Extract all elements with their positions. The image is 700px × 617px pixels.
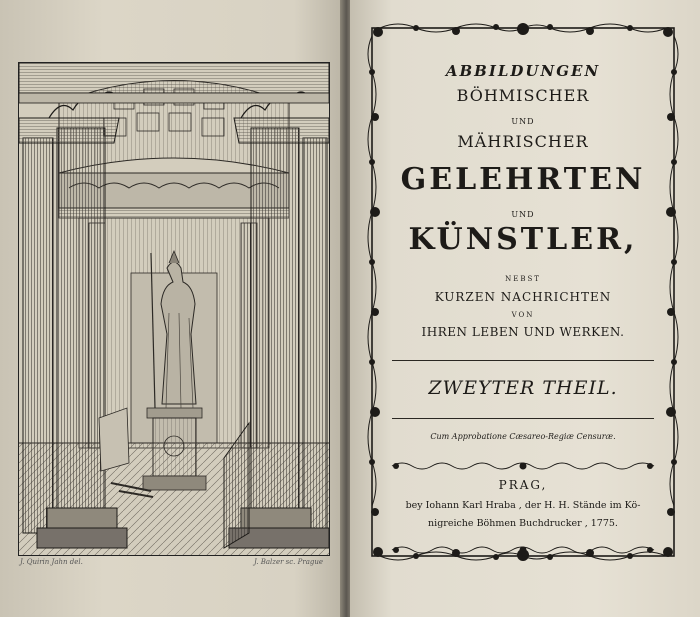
title-line-kunstler: KÜNSTLER,	[408, 222, 638, 257]
frontispiece-engraving	[18, 62, 330, 556]
title-page-frame	[366, 22, 680, 562]
engraver-credit-right: J. Balzer sc. Prague	[254, 558, 323, 566]
title-line-mahrischer: MÄHRISCHER	[457, 132, 589, 151]
title-line-von: VON	[511, 311, 535, 319]
title-line-kurzen-nachrichten: KURZEN NACHRICHTEN	[434, 290, 612, 304]
title-line-und-1: UND	[511, 117, 535, 126]
title-line-bohmischer: BÖHMISCHER	[456, 86, 590, 105]
title-line-und-2: UND	[511, 210, 535, 219]
divider-rule-bottom	[392, 418, 654, 419]
title-line-nebst: NEBST	[505, 275, 541, 283]
divider-rule-top	[392, 360, 654, 361]
imprint-line-2: nigreiche Böhmen Buchdrucker , 1775.	[428, 518, 618, 529]
approbation-line: Cum Approbatione Cæsareo-Regiæ Censuræ.	[430, 432, 616, 441]
engraver-credit-left: J. Quirin Jahn del.	[20, 558, 83, 566]
engraving-illustration	[19, 63, 329, 555]
imprint-line-1: bey Iohann Karl Hraba , der H. H. Stände im Kö-	[405, 500, 641, 511]
right-page	[350, 0, 700, 617]
imprint-place: PRAG,	[498, 478, 548, 492]
left-page	[0, 0, 346, 617]
title-line-ihren-leben: IHREN LEBEN UND WERKEN.	[421, 325, 625, 339]
title-line-gelehrten: GELEHRTEN	[400, 162, 646, 197]
title-line-abbildungen: ABBILDUNGEN	[445, 62, 601, 80]
volume-label: ZWEYTER THEIL.	[428, 377, 618, 399]
